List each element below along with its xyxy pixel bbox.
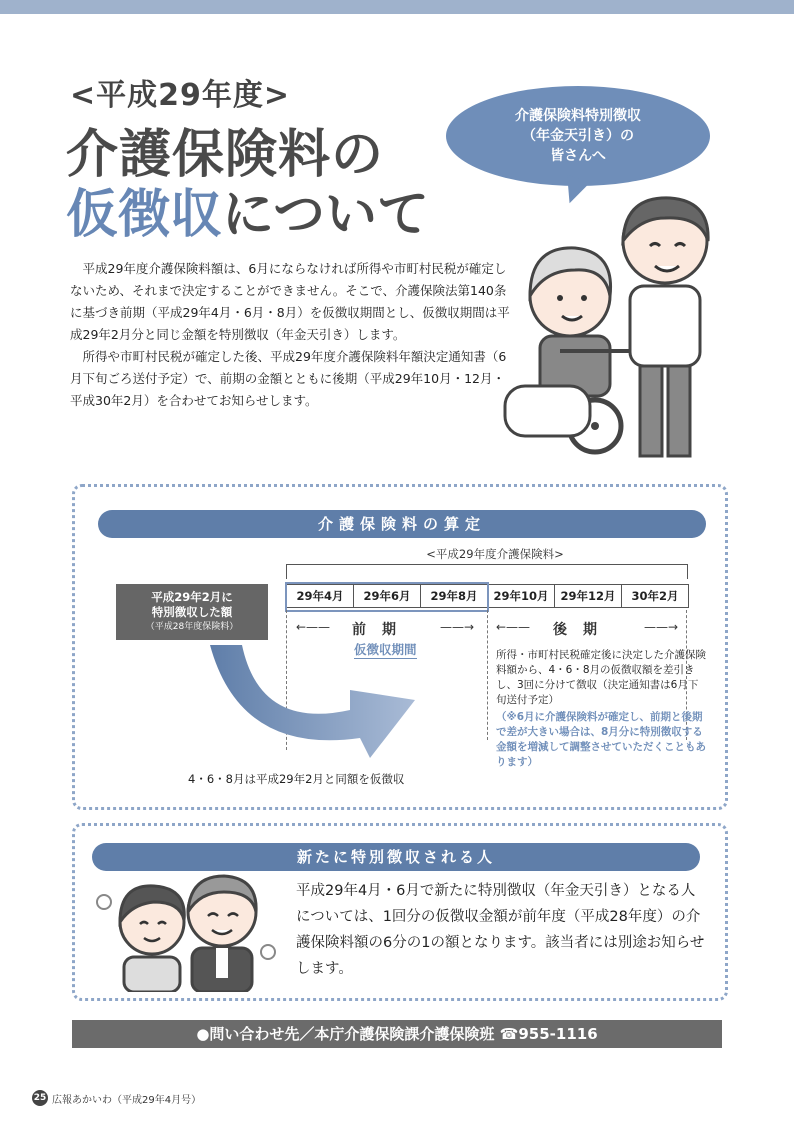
second-period-explanation: 所得・市町村民税確定後に決定した介護保険料額から、4・6・8月の仮徴収額を差引きし、3回に分けて徴収（決定通知書は6月下旬送付予定） (496, 649, 706, 706)
speech-bubble (446, 86, 710, 186)
month-cell: 30年2月 (622, 584, 689, 608)
bubble-line3: 皆さんへ (550, 148, 606, 164)
previous-deduction-box (116, 584, 268, 640)
footer (32, 1090, 201, 1106)
month-cell: 29年4月 (286, 584, 354, 608)
intro-paragraph-1: 平成29年度介護保険料額は、6月にならなければ所得や市町村民税が確定しないため、それまで決定することができません。そこで、介護保険法第140条に基づき前期（平成29年4月・6月・8月）を仮徴収期間とし、仮徴収期間は平成29年2月分と同じ金額を特別徴収（年金天引き）します。 (70, 261, 510, 342)
second-period-label: 後期 (553, 622, 613, 638)
prev-box-line2: 特別徴収した額 (151, 604, 233, 619)
curved-arrow-icon (200, 640, 440, 760)
page-title-line1: 介護保険料の (66, 125, 385, 185)
prev-box-line1: 平成29年2月に (151, 589, 233, 604)
same-amount-note: 4・6・8月は平成29年2月と同額を仮徴収 (188, 772, 405, 786)
arrow-left-icon: ←—— (296, 620, 331, 634)
page-number: 25 (32, 1090, 48, 1106)
month-cell: 29年6月 (354, 584, 421, 608)
bubble-line2: （年金天引き）の (522, 128, 634, 144)
first-period-highlight (285, 582, 489, 612)
first-period-label: 前期 (352, 622, 412, 638)
caption-bracket (286, 564, 688, 579)
page-title-line2 (66, 172, 429, 247)
intro-text (70, 258, 510, 412)
provisional-period-label: 仮徴収期間 (354, 642, 417, 657)
fiscal-year-subtitle: <平成29年度> (70, 78, 291, 113)
new-collection-heading: 新たに特別徴収される人 (92, 843, 700, 871)
intro-paragraph-2: 所得や市町村民税が確定した後、平成29年度介護保険料年額決定通知書（6月下旬ごろ送付予定）で、前期の金額とともに後期（平成29年10月・12月・平成30年2月）を合わせてお知らせします。 (70, 349, 507, 408)
table-caption: <平成29年度介護保険料> (426, 547, 564, 561)
new-collection-text: 平成29年4月・6月で新たに特別徴収（年金天引き）となる人については、1回分の仮徴収金額が前年度（平成28年度）の介護保険料額の6分の1の額となります。該当者には別途お知らせします。 (296, 883, 705, 977)
title-highlight: 仮徴収 (66, 185, 223, 245)
top-color-bar (0, 0, 794, 14)
prev-box-note: （平成28年度保険料） (145, 621, 239, 632)
calculation-section-heading: 介護保険料の算定 (98, 510, 706, 538)
month-cell: 29年12月 (555, 584, 622, 608)
arrow-left-icon: ←—— (496, 620, 531, 634)
title-rest: について (222, 185, 429, 245)
month-cell: 29年8月 (421, 584, 488, 608)
contact-bar: ●問い合わせ先／本庁介護保険課介護保険班 ☎955-1116 (72, 1020, 722, 1048)
month-cell: 29年10月 (488, 584, 555, 608)
bubble-line1: 介護保険料特別徴収 (515, 108, 641, 124)
arrow-right-icon: ——→ (644, 620, 679, 634)
adjustment-note: （※6月に介護保険料が確定し、前期と後期で差が大きい場合は、8月分に特別徴収する金額を増減して調整させていただくこともあります） (496, 711, 706, 768)
arrow-right-icon: ——→ (440, 620, 475, 634)
elderly-couple-illustration (92, 862, 282, 992)
caregiver-wheelchair-illustration (500, 186, 740, 466)
publication-name: 広報あかいわ（平成29年4月号） (52, 1094, 202, 1106)
divider-middle (487, 610, 488, 740)
